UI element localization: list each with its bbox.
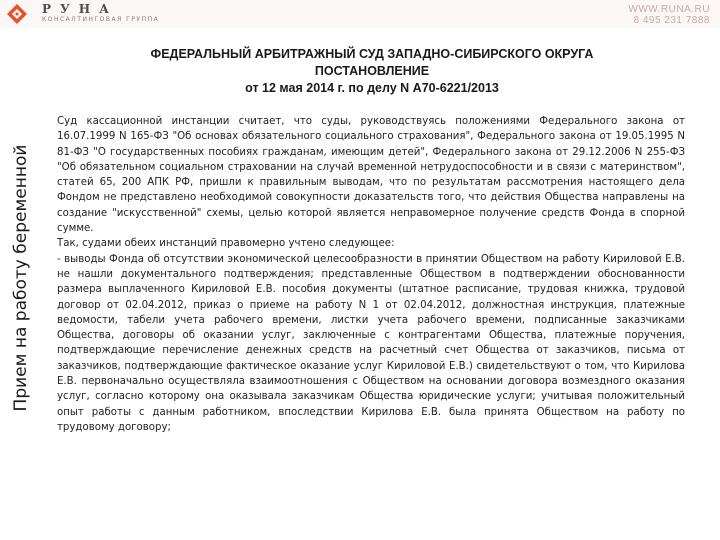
brand-name: РУНА — [42, 2, 118, 16]
court-name: ФЕДЕРАЛЬНЫЙ АРБИТРАЖНЫЙ СУД ЗАПАДНО-СИБИРСКОГО ОКРУГА — [150, 47, 594, 61]
runa-logo-icon — [6, 3, 28, 25]
side-title: Прием на работу беременной — [11, 144, 31, 412]
website-link[interactable]: WWW.RUNA.RU — [628, 4, 710, 15]
brand-logo — [6, 2, 160, 25]
document-body — [57, 114, 685, 435]
document-header — [100, 46, 644, 97]
brand-subtitle: КОНСАЛТИНГОВАЯ ГРУППА — [42, 16, 160, 23]
paragraph: Суд кассационной инстанции считает, что суды, руководствуясь положениями Федерального закона от 16.07.1999 N 165-ФЗ "Об основах обязательного социального страхования", Федерального закона от 19.05.1995 N 81-ФЗ "О государственных пособиях гражданам, имеющим детей", Федерального закона от 29.12.2006 N 255-ФЗ "Об обязательном социальном страховании на случай временной нетрудоспособности и в связи с материнством", статей 65, 200 АПК РФ, пришли к правильным выводам, что по результатам рассмотрения настоящего дела Фондом не представлено необходимой совокупности доказательств того, что действия Общества направлены на создание "искусственной" схемы, целью которой является неправомерное получение средств Фонда в спорной сумме. — [57, 116, 685, 235]
paragraph: Так, судами обеих инстанций правомерно учтено следующее: — [57, 238, 395, 250]
paragraph: - выводы Фонда об отсутствии экономической целесообразности в принятии Обществом на работу Кириловой Е.В. не нашли документального подтверждения; представленные Обществом в подтверждении обоснованности размера выплаченного Кириловой Е.В. пособия документы (штатное расписание, трудовая книжка, трудовой договор от 02.04.2012, приказ о приеме на работу N 1 от 02.04.2012, должностная инструкция, платежные ведомости, табели учета рабочего времени, листки учета рабочего времени, подписанные заказчиками Общества, договоры об оказании услуг, заключенные с контрагентами Общества, платежные поручения, подтверждающие перечисление денежных средств на расчетный счет Общества от заказчиков, письма от заказчиков, подтверждающие фактическое оказание услуг Кириловой Е.В.) свидетельствуют о том, что Кирилова Е.В. первоначально осуществляла взаимоотношения с Обществом на основании договора возмездного оказания услуг, согласно которому она оказывала заказчикам Общества юридические услуги; учитывая положительный опыт работы с данным работником, впоследствии Кирилова Е.В. была принята Обществом на работу по трудовому договору; — [57, 253, 685, 433]
brand-contacts — [628, 4, 710, 26]
phone-number: 8 495 231 7888 — [633, 15, 710, 26]
document-type: ПОСТАНОВЛЕНИЕ — [314, 64, 430, 78]
document-date-case: от 12 мая 2014 г. по делу N А70-6221/2013 — [245, 81, 499, 95]
